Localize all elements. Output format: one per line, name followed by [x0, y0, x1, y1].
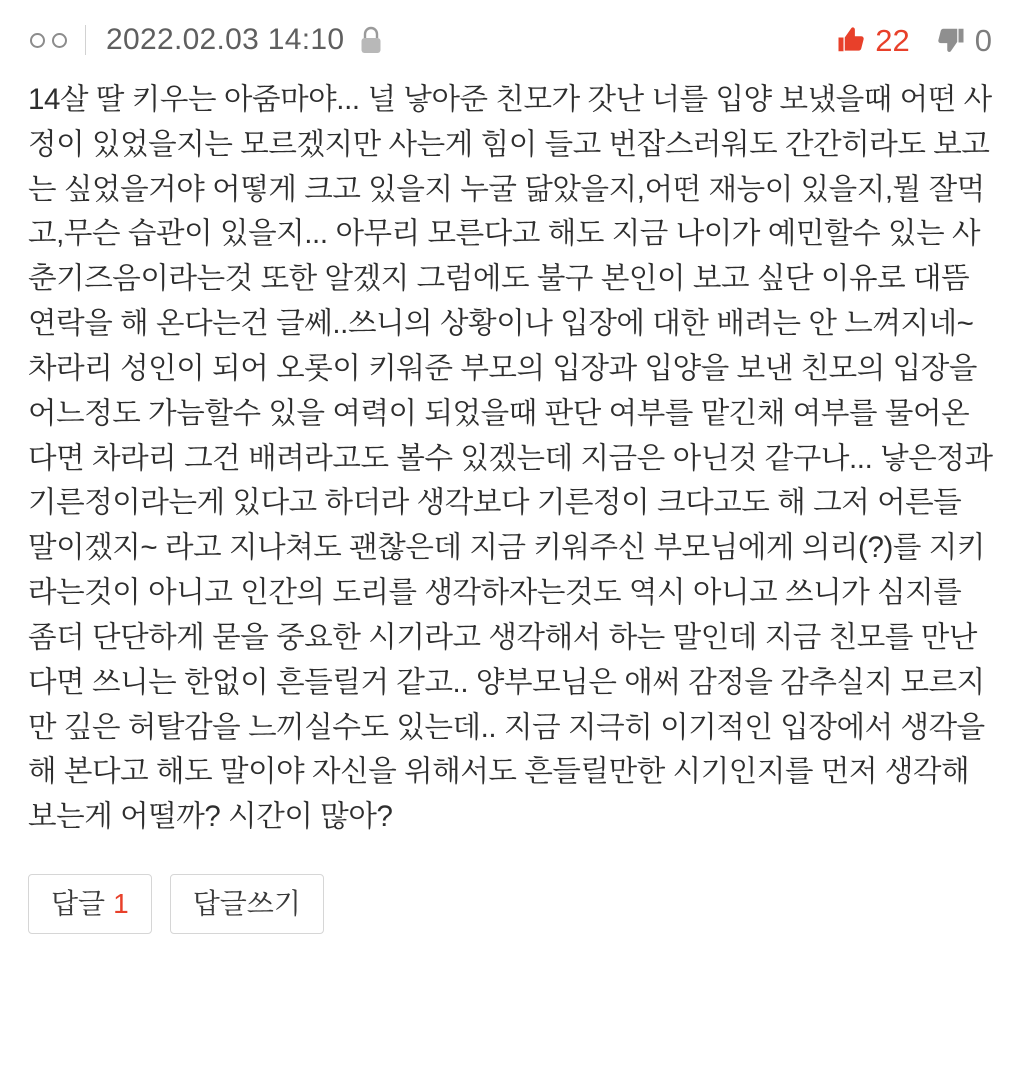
reply-list-button[interactable] [28, 874, 152, 934]
comment-body-text: 14살 딸 키우는 아줌마야... 널 낳아준 친모가 갓난 너를 입양 보냈을때 어떤 사정이 있었을지는 모르겠지만 사는게 힘이 들고 번잡스러워도 간간히라도 보고는 싶었을거야 어떻게 크고 있을지 누굴 닮았을지,어떤 재능이 있을지,뭘 잘먹고,무슨 습관이 있을지... 아무리 모른다고 해도 지금 나이가 예민할수 있는 사춘기즈음이라는것 또한 알겠지 그럼에도 불구 본인이 보고 싶단 이유로 대뜸 연락을 해 온다는건 글쎄..쓰니의 상황이나 입장에 대한 배려는 안 느껴지네~ 차라리 성인이 되어 오롯이 키워준 부모의 입장과 입양을 보낸 친모의 입장을 어느정도 가늠할수 있을 여력이 되었을때 판단 여부를 맡긴채 여부를 물어온다면 차라리 그건 배려라고도 볼수 있겠는데 지금은 아닌것 같구나... 낳은정과 기른정이라는게 있다고 하더라 생각보다 기른정이 크다고도 해 그저 어른들 말이겠지~ 라고 지나쳐도 괜찮은데 지금 키워주신 부모님에게 의리(?)를 지키라는것이 아니고 인간의 도리를 생각하자는것도 역시 아니고 쓰니가 심지를 좀더 단단하게 묻을 중요한 시기라고 생각해서 하는 말인데 지금 친모를 만난다면 쓰니는 한없이 흔들릴거 같고.. 양부모님은 애써 감정을 감추실지 모르지만 깊은 허탈감을 느끼실수도 있는데.. 지금 지극히 이기적인 입장에서 생각을 해 본다고 해도 말이야 자신을 위해서도 흔들릴만한 시기인지를 먼저 생각해 보는게 어떨까? 시간이 많아? [28, 83, 1001, 834]
write-reply-button[interactable]: 답글쓰기 [170, 874, 324, 934]
thumbs-up-icon [836, 25, 866, 55]
reply-list-count: 1 [113, 888, 129, 920]
upvote-count: 22 [875, 22, 910, 58]
dot-shape-right [52, 33, 67, 48]
meta-divider [85, 25, 86, 55]
comment-actions [26, 874, 998, 934]
thumbs-down-icon [936, 25, 966, 55]
vote-group [836, 22, 998, 58]
reply-list-label: 답글 [51, 888, 106, 920]
downvote-button[interactable] [936, 22, 992, 58]
comment-timestamp: 2022.02.03 14:10 [106, 23, 345, 56]
downvote-count: 0 [974, 22, 992, 58]
dot-shape-left [30, 33, 45, 48]
upvote-button[interactable] [836, 22, 910, 58]
two-dots-anonymous-icon [26, 33, 67, 48]
comment-meta-row [26, 18, 998, 62]
lock-icon [358, 24, 384, 56]
